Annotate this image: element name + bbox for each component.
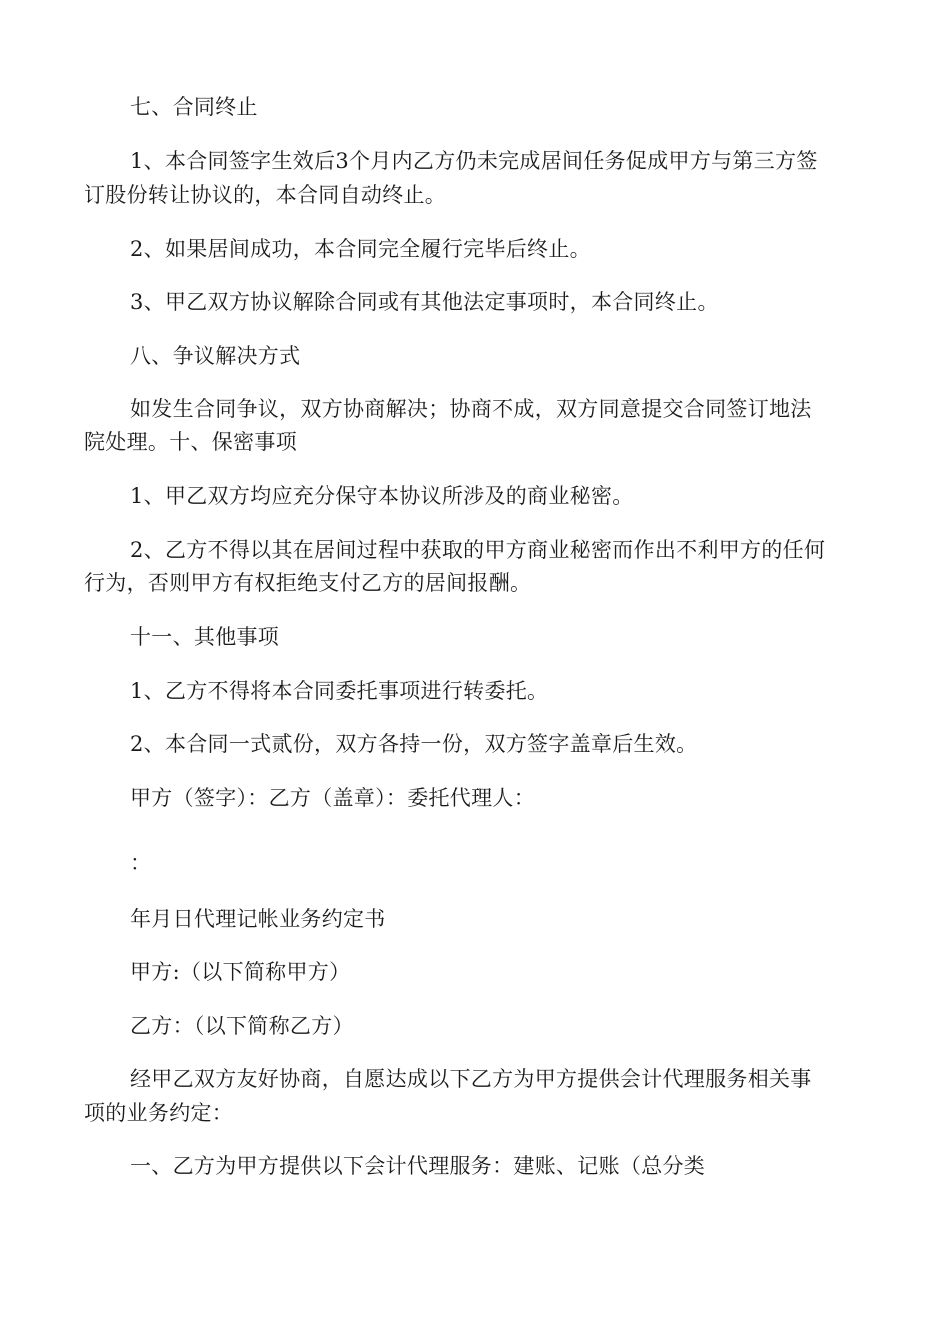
paragraph-line: 1、本合同签字生效后3个月内乙方仍未完成居间任务促成甲方与第三方签 (130, 149, 818, 173)
paragraph-line: 经甲乙双方友好协商，自愿达成以下乙方为甲方提供会计代理服务相关事 (130, 1067, 812, 1091)
paragraph-line: 院处理。十、保密事项 (84, 430, 297, 454)
paragraph-line: 2、本合同一式贰份，双方各持一份，双方签字盖章后生效。 (130, 732, 698, 756)
party-b-line: 乙方：（以下简称乙方） (130, 1014, 354, 1038)
document-title: 年月日代理记帐业务约定书 (130, 907, 386, 931)
paragraph-line: 3、甲乙双方协议解除合同或有其他法定事项时，本合同终止。 (130, 290, 719, 314)
section-heading-other-matters: 十一、其他事项 (130, 625, 280, 649)
paragraph-line: 1、乙方不得将本合同委托事项进行转委托。 (130, 679, 549, 703)
signature-line: 甲方（签字）：乙方（盖章）：委托代理人： (130, 786, 535, 810)
section-heading-contract-termination: 七、合同终止 (130, 95, 258, 119)
paragraph-line: 1、甲乙双方均应充分保守本协议所涉及的商业秘密。 (130, 484, 634, 508)
party-a-line: 甲方:（以下简称甲方） (130, 960, 351, 984)
paragraph-line: ： (130, 851, 152, 875)
section-heading-dispute-resolution: 八、争议解决方式 (130, 344, 301, 368)
paragraph-line: 2、乙方不得以其在居间过程中获取的甲方商业秘密而作出不利甲方的任何 (130, 538, 826, 562)
paragraph-line: 2、如果居间成功，本合同完全履行完毕后终止。 (130, 237, 591, 261)
paragraph-line: 行为，否则甲方有权拒绝支付乙方的居间报酬。 (84, 571, 532, 595)
paragraph-line: 一、乙方为甲方提供以下会计代理服务：建账、记账（总分类 (130, 1154, 706, 1178)
paragraph-line: 如发生合同争议，双方协商解决；协商不成，双方同意提交合同签订地法 (130, 397, 812, 421)
paragraph-line: 订股份转让协议的，本合同自动终止。 (84, 183, 447, 207)
paragraph-line: 项的业务约定： (84, 1101, 234, 1125)
